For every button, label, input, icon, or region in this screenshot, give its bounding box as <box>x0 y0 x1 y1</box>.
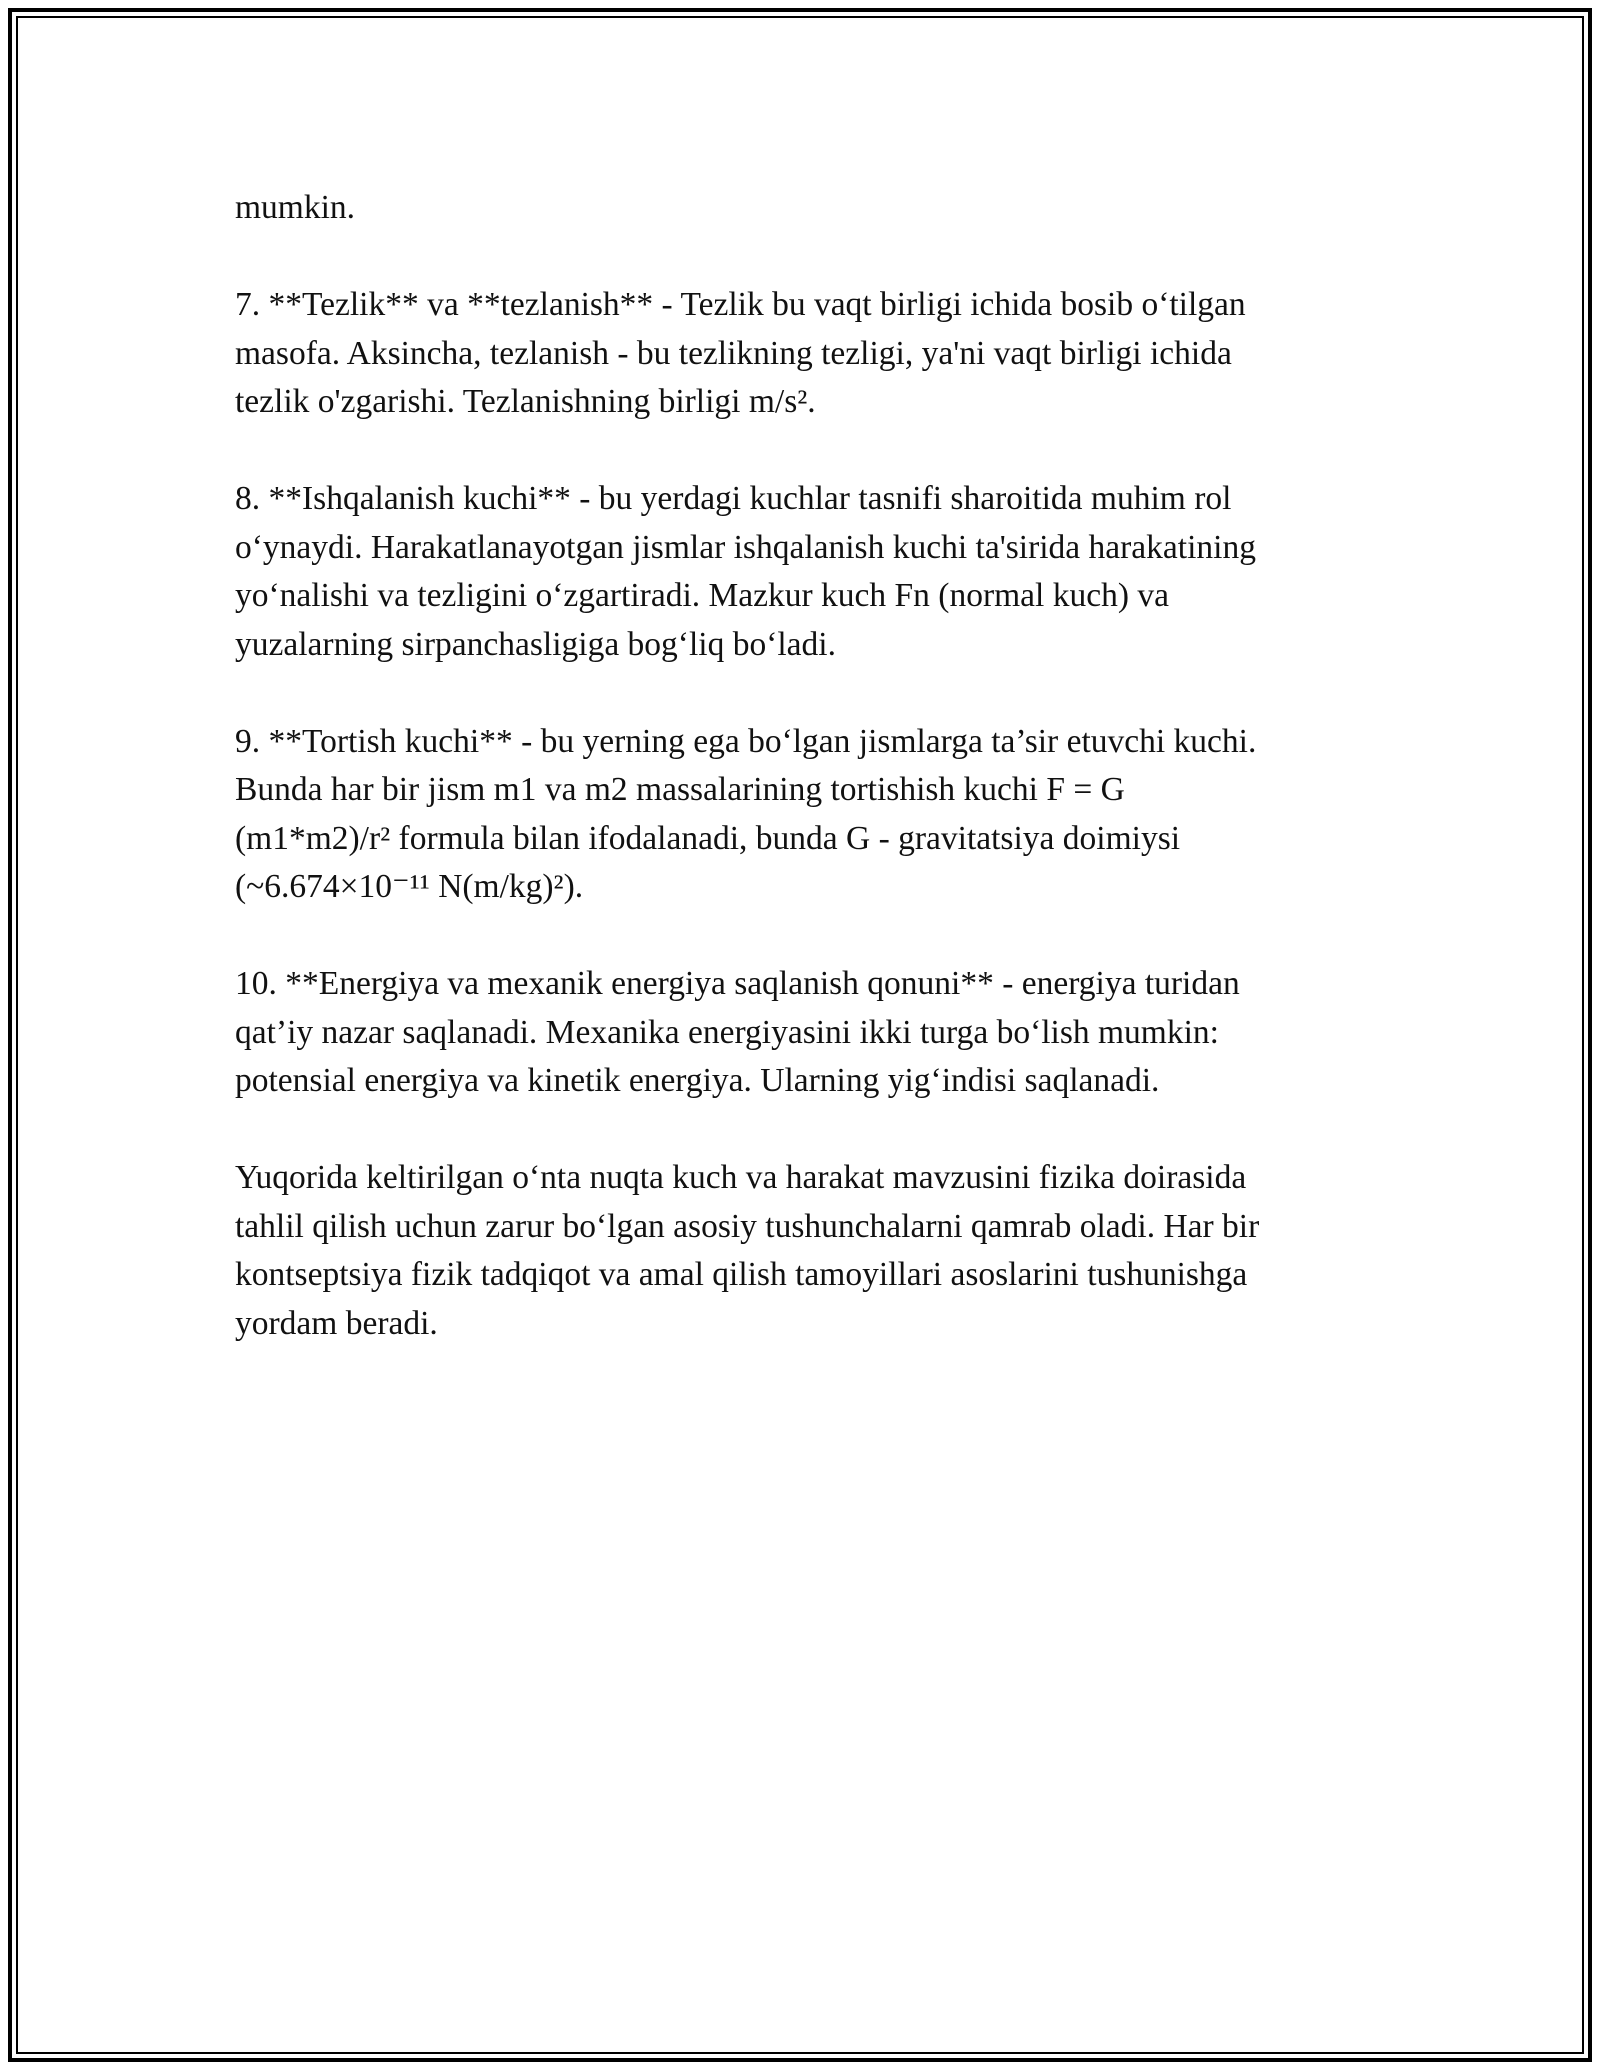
paragraph-item-9: 9. **Tortish kuchi** - bu yerning ega bo‘lgan jismlarga ta’sir etuvchi kuchi. Bunda har bir jism m1 va m2 massalarining tortishish kuchi F = G (m1*m2)/r² formula bilan ifodalanadi, bunda G - gravitatsiya doimiysi (~6.674×10⁻¹¹ N(m/kg)²). <box>235 722 1257 905</box>
paragraph-item-7: 7. **Tezlik** va **tezlanish** - Tezlik bu vaqt birligi ichida bosib o‘tilgan masofa. Aksincha, tezlanish - bu tezlikning tezligi, ya'ni vaqt birligi ichida tezlik o'zgarishi. Tezlanishning birligi m/s². <box>235 286 1246 420</box>
paragraph-continuation: mumkin. <box>235 189 356 226</box>
document-body <box>235 184 1370 1397</box>
paragraph-item-8: 8. **Ishqalanish kuchi** - bu yerdagi kuchlar tasnifi sharoitida muhim rol o‘ynaydi. Harakatlanayotgan jismlar ishqalanish kuchi ta'sirida harakatining yo‘nalishi va tezligini o‘zgartiradi. Mazkur kuch Fn (normal kuch) va yuzalarning sirpanchasligiga bog‘liq bo‘ladi. <box>235 480 1256 663</box>
paragraph-item-10: 10. **Energiya va mexanik energiya saqlanish qonuni** - energiya turidan qat’iy nazar saqlanadi. Mexanika energiyasini ikki turga bo‘lish mumkin: potensial energiya va kinetik energiya. Ularning yig‘indisi saqlanadi. <box>235 965 1240 1099</box>
paragraph-summary: Yuqorida keltirilgan o‘nta nuqta kuch va harakat mavzusini fizika doirasida tahlil qilish uchun zarur bo‘lgan asosiy tushunchalarni qamrab oladi. Har bir kontseptsiya fizik tadqiqot va amal qilish tamoyillari asoslarini tushunishga yordam beradi. <box>235 1159 1260 1342</box>
